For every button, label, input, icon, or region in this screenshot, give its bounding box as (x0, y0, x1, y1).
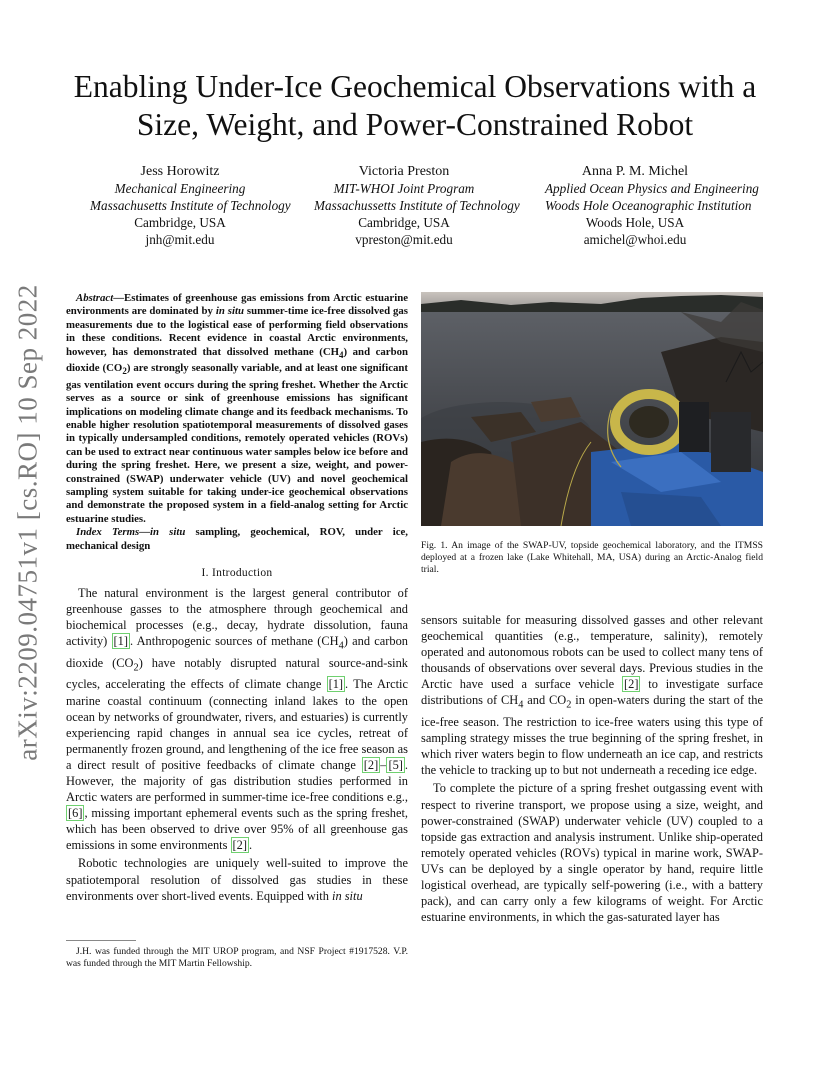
citation-link[interactable]: [1] (113, 634, 128, 649)
citation-link[interactable]: [5] (388, 757, 403, 772)
citation-link[interactable]: [2] (624, 677, 639, 692)
paper-title: Enabling Under-Ice Geochemical Observations with a Size, Weight, and Power-Constrained Robot (73, 69, 757, 142)
right-column-body (421, 612, 763, 925)
right-column-top (421, 292, 763, 576)
author-inst: Massachussetts Institute of Technology (314, 198, 520, 213)
author-dept: Mechanical Engineering (114, 181, 246, 196)
section-heading-introduction: I. Introduction (201, 567, 273, 580)
footnote-divider (66, 940, 136, 941)
author-2 (314, 163, 520, 248)
abstract: Abstract—Estimates of greenhouse gas emissions from Arctic estuarine environments are dominated by in situ summer-time ice-free dissolved gas measurements due to the logistical ease of performing field observations in these conditions. Recent evidence in coastal Arctic environments, however, has demonstrated that dissolved methane $(CH_4)$ and carbon dioxide $(CO_2)$ are strongly seasonally variable, and at least one significant gas ventilation event occurs during the spring freshet. Whether the Arctic serves as a source or sink of greenhouse emissions has significant implications on modeling climate change and its feedback mechanisms. To enable higher resolution spatiotemporal measurements of dissolved gases in typically undersampled conditions, remotely operated vehicles (ROVs) can be used to extract near continuous water samples below ice before and during the spring freshet. Here, we present a size, weight, and power-constrained (SWAP) underwater vehicle (UV) and novel geochemical sampling system suitable for taking under-ice geochemical observations and demonstrate the proposed system in a field-analog setting for Arctic estuarine studies. (66, 292, 409, 525)
author-inst: Woods Hole Oceanographic Institution (545, 198, 752, 213)
citation-link[interactable]: [6] (68, 806, 83, 821)
author-name: Victoria Preston (358, 164, 450, 179)
author-email: amichel@whoi.edu (583, 232, 687, 247)
figure-1-caption: Fig. 1. An image of the SWAP-UV, topside geochemical laboratory, and the ITMSS deployed at a frozen lake (Lake Whitehall, MA, USA) during an Arctic-Analog field trial. (421, 540, 763, 575)
author-1 (90, 163, 291, 248)
left-column (66, 292, 408, 904)
citation-link[interactable]: [1] (328, 677, 344, 692)
right-paragraph-1: sensors suitable for measuring dissolved gasses and other relevant geochemical quantities (e.g., temperature, salinity), remotely operated and autonomous robots can be used to collect many tens of thousands of observations over several days. Previous studies in the Arctic have used a surface vehicle [2] to investigate surface distributions of $CH_4$ and $CO_2$ in open-waters during the start of the ice-free season. The restriction to ice-free waters using this type of sampling strategy misses the true beginning of the spring freshet, in which river waters begin to flow underneath an ice cap, and restricts the vehicle to tracking up to but not underneath a receding ice edge. (421, 613, 763, 778)
citation-link[interactable]: [2] (232, 838, 247, 853)
intro-paragraph-2: Robotic technologies are uniquely well-suited to improve the spatiotemporal resolution of dissolved gas studies in these environments over short-lived events. Equipped with in situ (66, 856, 408, 903)
author-name: Jess Horowitz (140, 164, 220, 179)
figure-1-photo (421, 292, 763, 526)
citation-link[interactable]: [2] (363, 757, 379, 772)
arxiv-identifier: arXiv:2209.04751v1 [cs.RO] 10 Sep 2022 (12, 283, 43, 761)
author-inst: Massachusetts Institute of Technology (90, 198, 291, 213)
index-terms: Index Terms—in situ sampling, geochemical, ROV, under ice, mechanical design (66, 526, 408, 552)
author-loc: Woods Hole, USA (585, 215, 685, 230)
author-loc: Cambridge, USA (358, 215, 450, 230)
author-dept: MIT-WHOI Joint Program (333, 181, 475, 196)
author-email: vpreston@mit.edu (355, 232, 453, 247)
author-loc: Cambridge, USA (134, 215, 226, 230)
author-3 (545, 163, 759, 248)
author-name: Anna P. M. Michel (581, 164, 689, 179)
right-paragraph-2: To complete the picture of a spring freshet outgassing event with respect to riverine transport, we propose using a size, weight, and power-constrained (SWAP) underwater vehicle (UV) coupled to a topside gas extraction and analysis instrument. Unlike ship-operated remotely operated vehicles (ROVs) typical in marine work, SWAP-UVs can be deployed by a single operator by hand, require little logistical overhead, are typically self-powering (i.e., with a battery pack), and can carry only a few kilograms of weight. For Arctic estuarine environments, in which the gas-saturated layer has (421, 781, 763, 925)
author-dept: Applied Ocean Physics and Engineering (545, 181, 759, 196)
intro-paragraph-1: The natural environment is the largest general contributor of greenhouse gasses to the atmosphere through geochemical and biochemical processes (e.g., decay, hydrate dissolution, fauna activity) [1] . Anthropogenic sources of methane $(CH_4)$ and carbon dioxide $(CO_2)$ have notably disrupted natural source-and-sink cycles, accelerating the effects of climate change [1] . The Arctic marine coastal continuum (connecting inland lakes to the open ocean by networks of groundwater, rivers, and estuaries) is currently experiencing rapid changes in annual sea ice cycles, retreat of permanently frozen ground, and lengthening of the ice free season as a direct result of positive feedbacks of climate change [2] – [5] . However, the majority of gas distribution studies performed in Arctic waters are performed in summer-time ice-free conditions e.g., [6] , missing important ephemeral events such as the spring freshet, which has been observed to drive over 95% of all greenhouse gas emissions in some environments [2] . (66, 586, 409, 853)
funding-footnote: J.H. was funded through the MIT UROP program, and NSF Project #1917528. V.P. was funded through the MIT Martin Fellowship. (66, 946, 408, 969)
author-email: jnh@mit.edu (145, 232, 215, 247)
